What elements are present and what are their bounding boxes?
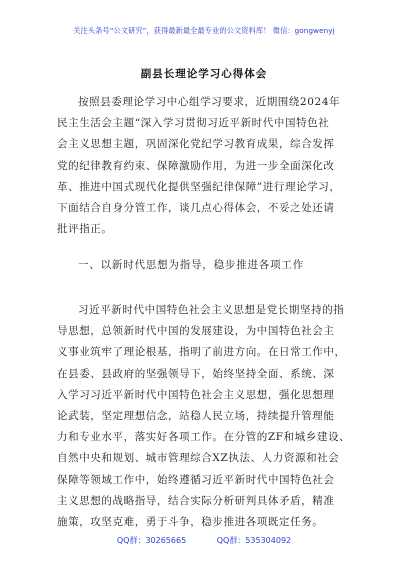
intro-line: 会主义思想主题，巩固深化党纪学习教育成果，综合发挥 (57, 138, 335, 151)
section1-line: 施策，攻坚克难，勇于斗争，稳步推进各项既定任务。 (57, 516, 324, 529)
intro-line: 下面结合自身分管工作，谈几点心得体会，不妥之处还请 (57, 202, 335, 215)
section1-line: 自然中央和规划、城市管理综合XZ执法、人力资源和社会 (57, 452, 340, 465)
section1-line: 入学习习近平新时代中国特色社会主义思想，强化思想理 (57, 388, 335, 401)
intro-paragraph (57, 92, 351, 240)
footer-qq-group-1: QQ群：30265665 (116, 536, 187, 545)
section1-line: 力和专业水平，落实好各项工作。在分管的ZF和城乡建设、 (57, 431, 351, 444)
intro-line: 党的纪律教育约束、保障激励作用，为进一步全面深化改 (57, 159, 335, 172)
intro-line: 批评指正。 (57, 223, 113, 236)
section1-line: 习近平新时代中国特色社会主义思想是党长期坚持的指 (78, 304, 345, 316)
section1-line: 在县委、县政府的坚强领导下，始终坚持全面、系统、深 (57, 367, 335, 380)
document-title: 副县长理论学习心得体会 (140, 68, 268, 80)
footer-qq-group-2: QQ群：535304092 (216, 536, 292, 545)
intro-line: 民主生活会主题“深入学习贯彻习近平新时代中国特色社 (57, 117, 330, 130)
section-heading-1: 一、以新时代思想为指导，稳步推进各项工作 (78, 259, 304, 271)
promo-banner: 关注头条号“公文研究”，获得最新最全最专业的公文资料库！ 微信：gongwenyj (73, 26, 335, 35)
intro-line: 按照县委理论学习中心组学习要求，近期围绕2024年 (78, 96, 341, 108)
section1-line: 主义思想的战略指导，结合实际分析研判具体矛盾，精准 (57, 494, 335, 507)
section1-line: 保障等领域工作中，始终遵循习近平新时代中国特色社会 (57, 473, 335, 486)
section1-line: 导思想，总领新时代中国的发展建设，为中国特色社会主 (57, 325, 335, 338)
intro-line: 革、推进中国式现代化提供坚强纪律保障”进行理论学习， (57, 180, 341, 193)
section1-paragraph (57, 300, 351, 533)
section1-line: 义事业筑牢了理论根基，指明了前进方向。在日常工作中， (57, 346, 346, 359)
section1-line: 论武装，坚定理想信念，站稳人民立场，持续提升管理能 (57, 410, 335, 423)
footer-contacts (0, 535, 408, 546)
